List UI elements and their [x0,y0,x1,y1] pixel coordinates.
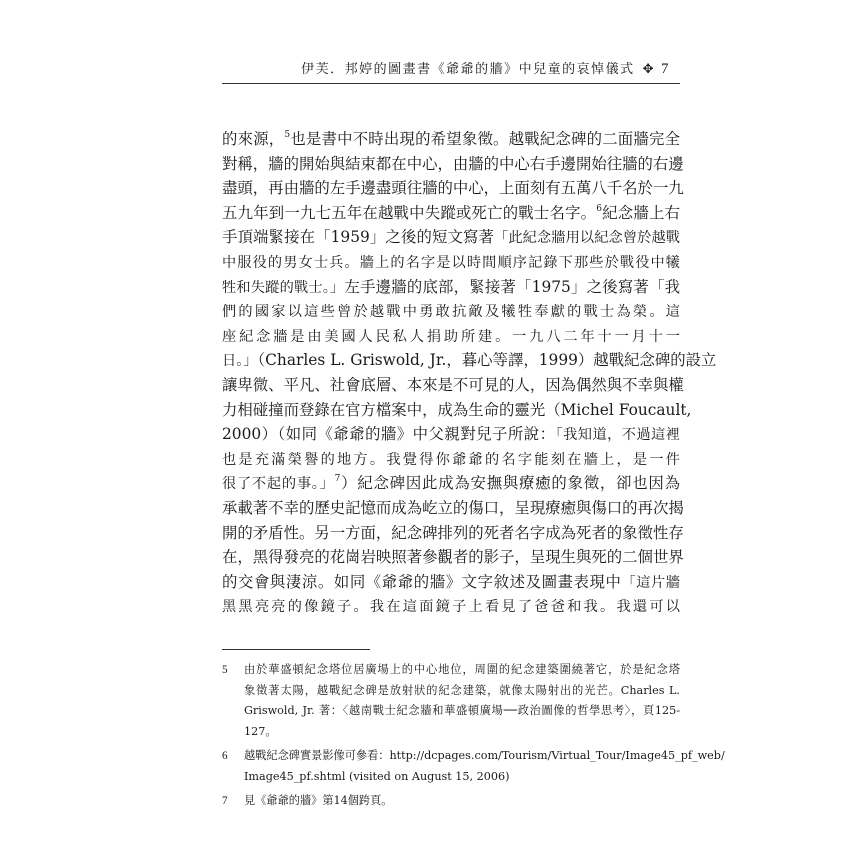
quoted-text: 「我知道，不過這裡 [555,427,680,444]
body-line [222,225,680,250]
body-text-run: 2000）（如同《爺爺的牆》中父親對兒子所說： [222,425,556,444]
page-number: 7 [661,61,670,77]
body-text-run: 的來源， [222,130,285,148]
body-line [222,152,684,177]
quoted-text: 很了不起的事。」 [222,476,335,493]
quoted-text: 日。」 [222,353,258,370]
body-line [222,496,684,521]
body-line [222,422,680,447]
body-line [222,471,680,496]
footnote-line: Image45_pf.shtml (visited on August 15, 2006) [244,769,510,783]
body-text [222,127,717,619]
body-line [222,447,680,472]
body-line [222,373,684,398]
body-text-run: ）紀念碑因此成為安撫與療癒的象徵，卻也因為 [340,474,680,493]
body-line [222,545,684,570]
footnote-number: 7 [222,795,228,807]
quoted-text: 黑黑亮亮的像鏡子。我在這面鏡子上看見了爸爸和我。我還可以 [222,599,680,616]
body-line [222,176,684,201]
footnote-number: 6 [222,750,228,762]
body-line [222,594,680,619]
footnote-ref: 7 [334,474,341,485]
quoted-text: 座紀念牆是由美國人民私人捐助所建。一九八二年十一月十一 [222,328,680,345]
body-line [222,201,680,226]
body-text-run: 讓卑微、平凡、社會底層、本來是不可見的人，因為偶然與不幸與權 [222,375,684,394]
body-text-run: 承載著不幸的歷史記憶而成為屹立的傷口，呈現療癒與傷口的再次揭 [222,498,684,517]
quoted-text: 們的國家以這些曾於越戰中勇敢抗敵及犧牲奉獻的戰士為榮。這 [222,304,680,321]
footnote-ref: 6 [596,203,602,214]
footnote-line: 象徵著太陽，越戰紀念碑是放射狀的紀念建築，就像太陽射出的光芒。Charles L. [244,683,680,697]
header-rule [222,83,680,84]
body-text-run: 左手邊牆的底部，緊接著「1975」之後寫著「我 [344,277,681,296]
running-header [301,58,670,78]
body-line [222,348,717,373]
body-text-run: 五九年到一九七五年在越戰中失蹤或死亡的戰士名字。 [222,203,597,222]
footnote-line: 由於華盛頓紀念塔位居廣場上的中心地位，周圍的紀念建築圍繞著它，於是紀念塔 [244,663,680,676]
body-text-run: 力相碰撞而登錄在官方檔案中，成為生命的靈光（Michel Foucault, [222,400,692,419]
body-line [222,127,680,152]
footnote-rule [222,649,370,650]
body-line [222,250,680,275]
body-text-run: 也是書中不時出現的希望象徵。越戰紀念碑的二面牆完全 [290,130,680,148]
quoted-text: 牲和失蹤的戰士。」 [222,279,345,296]
body-line [222,299,680,324]
body-text-run: 紀念牆上右 [602,203,680,222]
body-text-run: 手頂端緊接在「1959」之後的短文寫著 [222,228,495,247]
footnote-ref: 5 [284,130,291,140]
running-title: 伊芙．邦婷的圖畫書《爺爺的牆》中兒童的哀悼儀式 [301,62,635,77]
footnote [222,791,680,812]
body-text-run: （Charles L. Griswold, Jr.，暮心等譯，1999）越戰紀念碑的設立 [257,351,717,370]
quoted-text: 「此紀念牆用以紀念曾於越戰 [494,230,680,247]
body-text-run: 的交會與淒涼。如同《爺爺的牆》文字敘述及圖畫表現中 [222,572,622,591]
body-text-run: 對稱，牆的開始與結束都在中心，由牆的中心右手邊開始往牆的右邊 [222,154,684,173]
body-text-run: 開的矛盾性。另一方面，紀念碑排列的死者名字成為死者的象徵性存 [222,523,684,542]
body-line [222,570,680,595]
footnote-number: 5 [222,664,228,676]
body-line [222,398,692,423]
body-line [222,324,680,349]
footnote-line: 見《爺爺的牆》第14個跨頁。 [244,794,393,807]
ornament-icon: ✥ [642,62,655,77]
body-line [222,521,684,546]
body-line [222,275,680,300]
body-text-run: 盡頭，再由牆的左手邊盡頭往牆的中心，上面刻有五萬八千名於一九 [222,179,684,198]
footnote [222,660,680,742]
quoted-text: 也是充滿榮譽的地方。我覺得你爺爺的名字能刻在牆上，是一件 [222,451,680,468]
footnotes [222,660,725,812]
quoted-text: 中服役的男女士兵。牆上的名字是以時間順序記錄下那些於戰役中犧 [222,254,680,271]
footnote [222,746,725,787]
footnote-line: Griswold, Jr. 著：〈越南戰士紀念牆和華盛頓廣場──政治圖像的哲學思考〉，頁125- [244,704,680,717]
footnote-line: 越戰紀念碑實景影像可參看：http://dcpages.com/Tourism/Virtual_Tour/Image45_pf_web/ [244,749,725,762]
body-text-run: 在，黑得發亮的花崗岩映照著參觀者的影子，呈現生與死的二個世界 [222,548,684,567]
footnote-line: 127。 [244,724,277,738]
quoted-text: 「這片牆 [621,574,680,591]
